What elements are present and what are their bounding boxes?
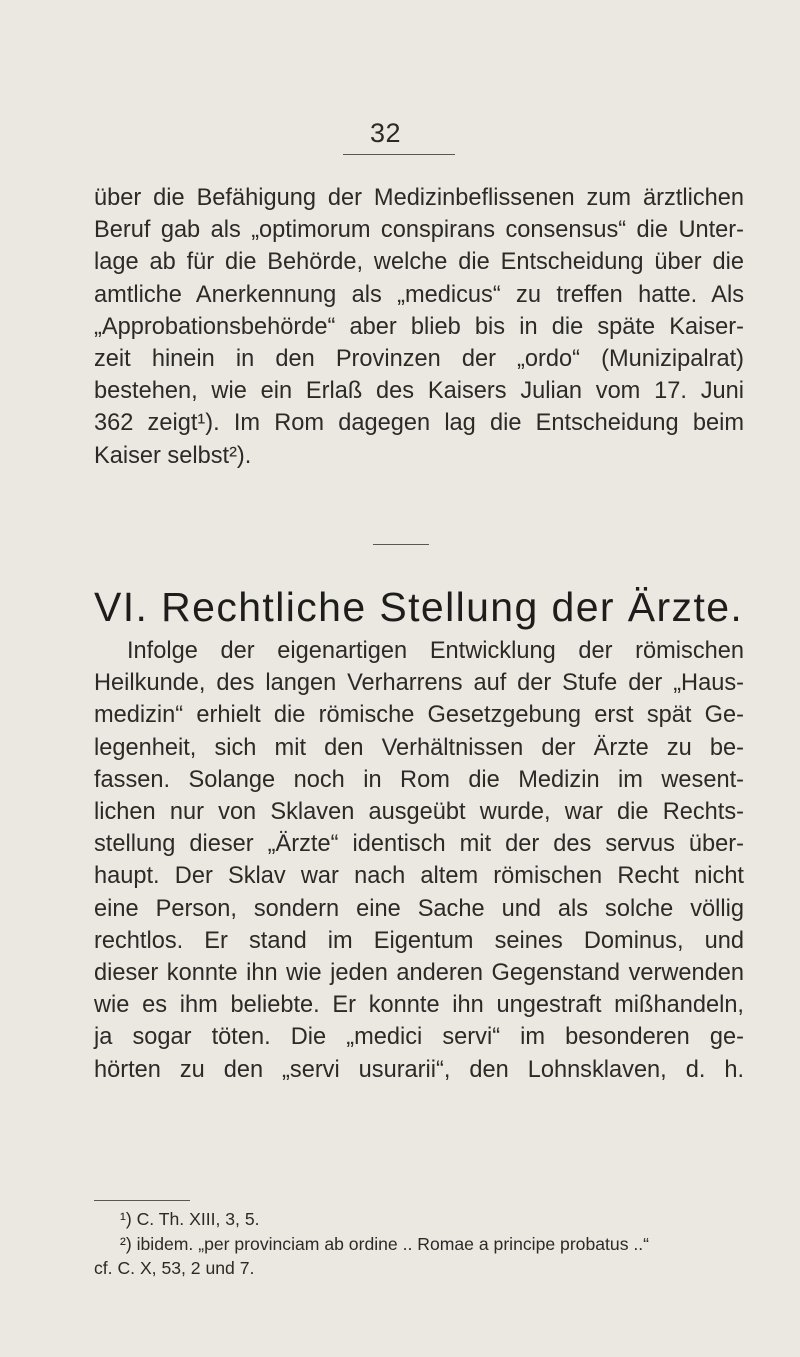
- footnote-divider: [94, 1200, 190, 1201]
- text-line: zeit hinein in den Provinzen der „ordo“ (Munizipalrat): [94, 346, 744, 373]
- text-line: stellung dieser „Ärzte“ identisch mit der des servus über-: [94, 831, 744, 858]
- text-line: lage ab für die Behörde, welche die Entscheidung über die: [94, 249, 744, 276]
- paragraph-1: [94, 182, 744, 472]
- text-line: bestehen, wie ein Erlaß des Kaisers Julian vom 17. Juni: [94, 378, 744, 405]
- footnote-1: ¹) C. Th. XIII, 3, 5.: [120, 1209, 260, 1229]
- text-line: über die Befähigung der Medizinbeflissenen zum ärztlichen: [94, 185, 744, 211]
- page-number: 32: [370, 118, 402, 148]
- section-heading: VI. Rechtliche Stellung der Ärzte.: [94, 584, 744, 630]
- text-line: dieser konnte ihn wie jeden anderen Gegenstand verwenden: [94, 960, 744, 987]
- text-line: lichen nur von Sklaven ausgeübt wurde, war die Rechts-: [94, 799, 744, 826]
- text-line: Infolge der eigenartigen Entwicklung der römischen: [127, 638, 744, 664]
- text-line: 362 zeigt¹). Im Rom dagegen lag die Entscheidung beim: [94, 410, 744, 437]
- text-line: haupt. Der Sklav war nach altem römischen Recht nicht: [94, 863, 744, 890]
- text-line: Heilkunde, des langen Verharrens auf der Stufe der „Haus-: [94, 670, 744, 697]
- footnote-2-continuation: cf. C. X, 53, 2 und 7.: [94, 1258, 255, 1279]
- paragraph-2: [94, 635, 744, 1086]
- text-line: ja sogar töten. Die „medici servi“ im besonderen ge-: [94, 1024, 744, 1051]
- text-line: rechtlos. Er stand im Eigentum seines Dominus, und: [94, 927, 744, 954]
- footnotes: [94, 1207, 754, 1281]
- text-line: legenheit, sich mit den Verhältnissen der Ärzte zu be-: [94, 734, 744, 761]
- text-line: Kaiser selbst²).: [94, 442, 252, 469]
- page-number-underline: [343, 154, 455, 155]
- text-line: wie es ihm beliebte. Er konnte ihn ungestraft mißhandeln,: [94, 992, 744, 1019]
- text-line: amtliche Anerkennung als „medicus“ zu treffen hatte. Als: [94, 281, 744, 308]
- text-line: medizin“ erhielt die römische Gesetzgebung erst spät Ge-: [94, 702, 744, 729]
- text-line: fassen. Solange noch in Rom die Medizin im wesent-: [94, 766, 744, 793]
- text-line: eine Person, sondern eine Sache und als solche völlig: [94, 895, 744, 922]
- text-line: hörten zu den „servi usurarii“, den Lohnsklaven, d. h.: [94, 1056, 744, 1083]
- text-line: „Approbationsbehörde“ aber blieb bis in die späte Kaiser-: [94, 313, 744, 340]
- footnote-2: ²) ibidem. „per provinciam ab ordine .. Romae a principe probatus ..“: [120, 1233, 650, 1254]
- section-divider: [373, 544, 429, 545]
- text-line: Beruf gab als „optimorum conspirans consensus“ die Unter-: [94, 217, 744, 244]
